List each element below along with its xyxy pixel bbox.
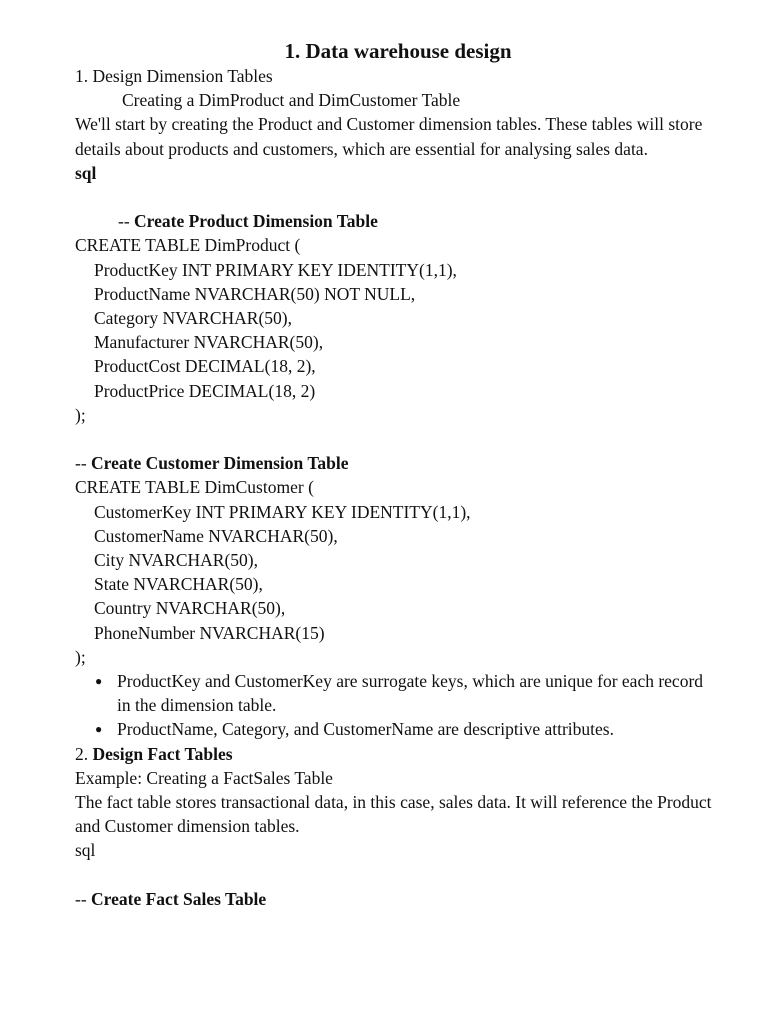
- product-column: ProductCost DECIMAL(18, 2),: [94, 356, 316, 377]
- product-close-line: );: [75, 404, 86, 425]
- fact-table-comment: [75, 887, 715, 911]
- section-2-number: 2.: [75, 743, 93, 764]
- comment-prefix: --: [75, 888, 92, 909]
- bullet-dot-icon: ●: [95, 674, 103, 689]
- bullet-text: ProductName, Category, and CustomerName are descriptive attributes.: [117, 719, 614, 740]
- customer-column: CustomerName NVARCHAR(50),: [94, 525, 338, 546]
- customer-column: Country NVARCHAR(50),: [94, 598, 286, 619]
- comment-text: Create Customer Dimension Table: [91, 453, 349, 474]
- bullet-item: [95, 717, 715, 741]
- blank-line: [75, 863, 715, 887]
- section-2-intro: The fact table stores transactional data, in this case, sales data. It will reference the Product and Customer dimension tables.: [75, 792, 716, 837]
- section-2-example: Example: Creating a FactSales Table: [75, 767, 333, 788]
- document-page: [75, 38, 715, 911]
- product-column: ProductPrice DECIMAL(18, 2): [94, 380, 316, 401]
- product-column: Manufacturer NVARCHAR(50),: [94, 332, 324, 353]
- section-1-intro: We'll start by creating the Product and Customer dimension tables. These tables will store details about products and customers, which are essential for analysing sales data.: [75, 114, 707, 159]
- product-table-comment: [75, 209, 715, 233]
- customer-create-line: CREATE TABLE DimCustomer (: [75, 477, 314, 498]
- customer-close-line: );: [75, 646, 86, 667]
- product-column: ProductKey INT PRIMARY KEY IDENTITY(1,1),: [94, 259, 457, 280]
- bullet-list: [75, 669, 715, 742]
- bullet-item: [95, 669, 715, 717]
- sql-label-1: sql: [75, 162, 97, 183]
- customer-column: City NVARCHAR(50),: [94, 550, 259, 571]
- blank-line: [75, 185, 715, 209]
- comment-text: Create Product Dimension Table: [134, 211, 378, 232]
- section-2-title: Design Fact Tables: [92, 743, 233, 764]
- comment-text: Create Fact Sales Table: [91, 888, 267, 909]
- product-column: Category NVARCHAR(50),: [94, 308, 293, 329]
- customer-column: PhoneNumber NVARCHAR(15): [94, 622, 325, 643]
- customer-table-comment: [75, 451, 715, 475]
- section-1-subheading: Creating a DimProduct and DimCustomer Table: [122, 90, 461, 111]
- document-title: 1. Data warehouse design: [284, 39, 512, 63]
- bullet-dot-icon: ●: [95, 722, 103, 737]
- bullet-text: ProductKey and CustomerKey are surrogate keys, which are unique for each record in the dimension table.: [117, 671, 704, 716]
- section-1-heading: 1. Design Dimension Tables: [75, 66, 273, 86]
- blank-line: [75, 427, 715, 451]
- customer-column: State NVARCHAR(50),: [94, 574, 263, 595]
- comment-prefix: --: [118, 211, 135, 232]
- comment-prefix: --: [75, 453, 92, 474]
- product-column: ProductName NVARCHAR(50) NOT NULL,: [94, 283, 416, 304]
- customer-column: CustomerKey INT PRIMARY KEY IDENTITY(1,1),: [94, 501, 471, 522]
- sql-label-2: sql: [75, 840, 96, 861]
- section-2-heading: [75, 742, 715, 766]
- product-create-line: CREATE TABLE DimProduct (: [75, 235, 301, 256]
